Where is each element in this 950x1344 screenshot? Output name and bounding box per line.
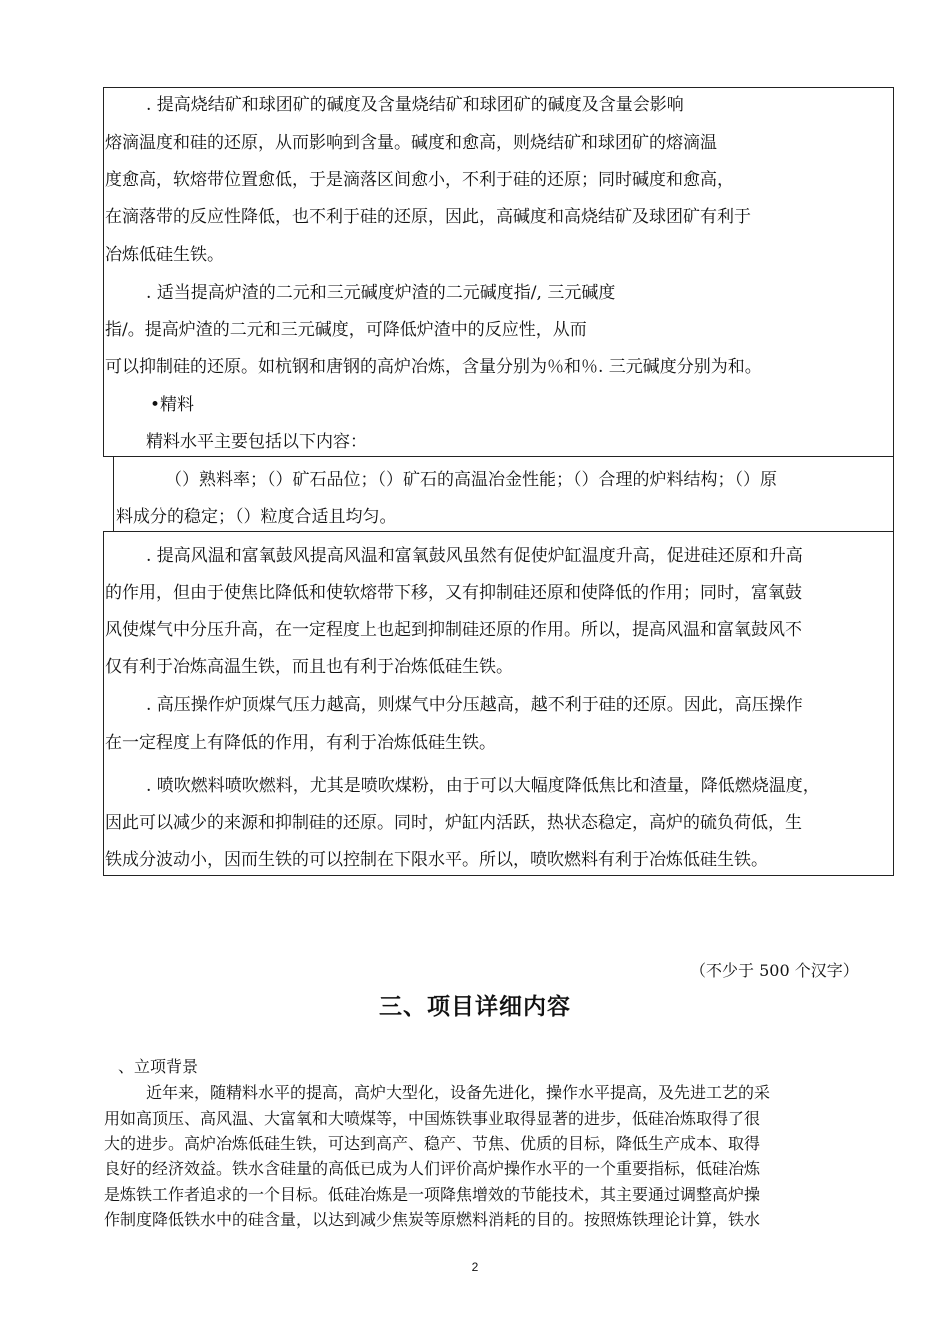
subsection-heading: 、立项背景 (118, 1057, 199, 1076)
box3-line-2: 的作用，但由于使焦比降低和使软熔带下移，又有抑制硅还原和使降低的作用；同时，富氧鼓 (105, 583, 802, 603)
box3-line-6: 在一定程度上有降低的作用，有利于冶炼低硅生铁。 (105, 733, 496, 753)
box1-line-1: . 提高烧结矿和球团矿的碱度及含量烧结矿和球团矿的碱度及含量会影响 (146, 95, 684, 115)
word-count-note: （不少于 500 个汉字） (690, 961, 859, 980)
box1-line-3: 度愈高，软熔带位置愈低，于是滴落区间愈小，不利于硅的还原；同时碱度和愈高， (105, 170, 734, 190)
page-number: 2 (471, 1260, 479, 1274)
box2-line-1: （）熟料率；（）矿石品位；（）矿石的高温冶金性能；（）合理的炉料结构；（）原 (165, 470, 777, 490)
box1-line-4: 在滴落带的反应性降低，也不利于硅的还原，因此，高碱度和高烧结矿及球团矿有利于 (105, 207, 751, 227)
box1-line-2: 熔滴温度和硅的还原，从而影响到含量。碱度和愈高，则烧结矿和球团矿的熔滴温 (105, 133, 717, 153)
box1-line-8: 可以抑制硅的还原。如杭钢和唐钢的高炉冶炼，含量分别为％和％. 三元碱度分别为和。 (105, 357, 762, 377)
box1-line-5: 冶炼低硅生铁。 (105, 245, 224, 265)
box1-line-7: 指/。提高炉渣的二元和三元碱度，可降低炉渣中的反应性，从而 (105, 320, 587, 340)
box3-line-7: . 喷吹燃料喷吹燃料，尤其是喷吹煤粉，由于可以大幅度降低焦比和渣量，降低燃烧温度， (146, 776, 820, 796)
box3-line-5: . 高压操作炉顶煤气压力越高，则煤气中分压越高，越不利于硅的还原。因此，高压操作 (146, 695, 803, 715)
body-line-3: 大的进步。高炉冶炼低硅生铁，可达到高产、稳产、节焦、优质的目标，降低生产成本、取得 (104, 1134, 761, 1153)
body-line-5: 是炼铁工作者追求的一个目标。低硅冶炼是一项降焦增效的节能技术，其主要通过调整高炉操 (104, 1185, 761, 1204)
section-title: 三、项目详细内容 (379, 994, 571, 1020)
box1-line-10: 精料水平主要包括以下内容： (146, 432, 367, 452)
box1-line-6: . 适当提高炉渣的二元和三元碱度炉渣的二元碱度指/, 三元碱度 (146, 283, 616, 303)
box3-line-1: . 提高风温和富氧鼓风提高风温和富氧鼓风虽然有促使炉缸温度升高，促进硅还原和升高 (146, 546, 803, 566)
body-line-1: 近年来，随精料水平的提高，高炉大型化，设备先进化，操作水平提高，及先进工艺的采 (146, 1083, 771, 1102)
box3-line-9: 铁成分波动小，因而生铁的可以控制在下限水平。所以，喷吹燃料有利于冶炼低硅生铁。 (105, 850, 768, 870)
body-line-4: 良好的经济效益。铁水含硅量的高低已成为人们评价高炉操作水平的一个重要指标，低硅冶炼 (104, 1159, 761, 1178)
body-line-6: 作制度降低铁水中的硅含量，以达到减少焦炭等原燃料消耗的目的。按照炼铁理论计算，铁水 (104, 1210, 761, 1229)
box3-line-3: 风使煤气中分压升高，在一定程度上也起到抑制硅还原的作用。所以，提高风温和富氧鼓风不 (105, 620, 802, 640)
box3-line-4: 仅有利于冶炼高温生铁，而且也有利于冶炼低硅生铁。 (105, 657, 513, 677)
box3-line-8: 因此可以减少的来源和抑制硅的还原。同时，炉缸内活跃，热状态稳定，高炉的硫负荷低，生 (105, 813, 802, 833)
body-line-2: 用如高顶压、高风温、大富氧和大喷煤等，中国炼铁事业取得显著的进步，低硅冶炼取得了很 (104, 1109, 761, 1128)
box1-line-9: •精料 (150, 395, 195, 415)
box2-line-2: 料成分的稳定；（）粒度合适且均匀。 (116, 507, 397, 527)
